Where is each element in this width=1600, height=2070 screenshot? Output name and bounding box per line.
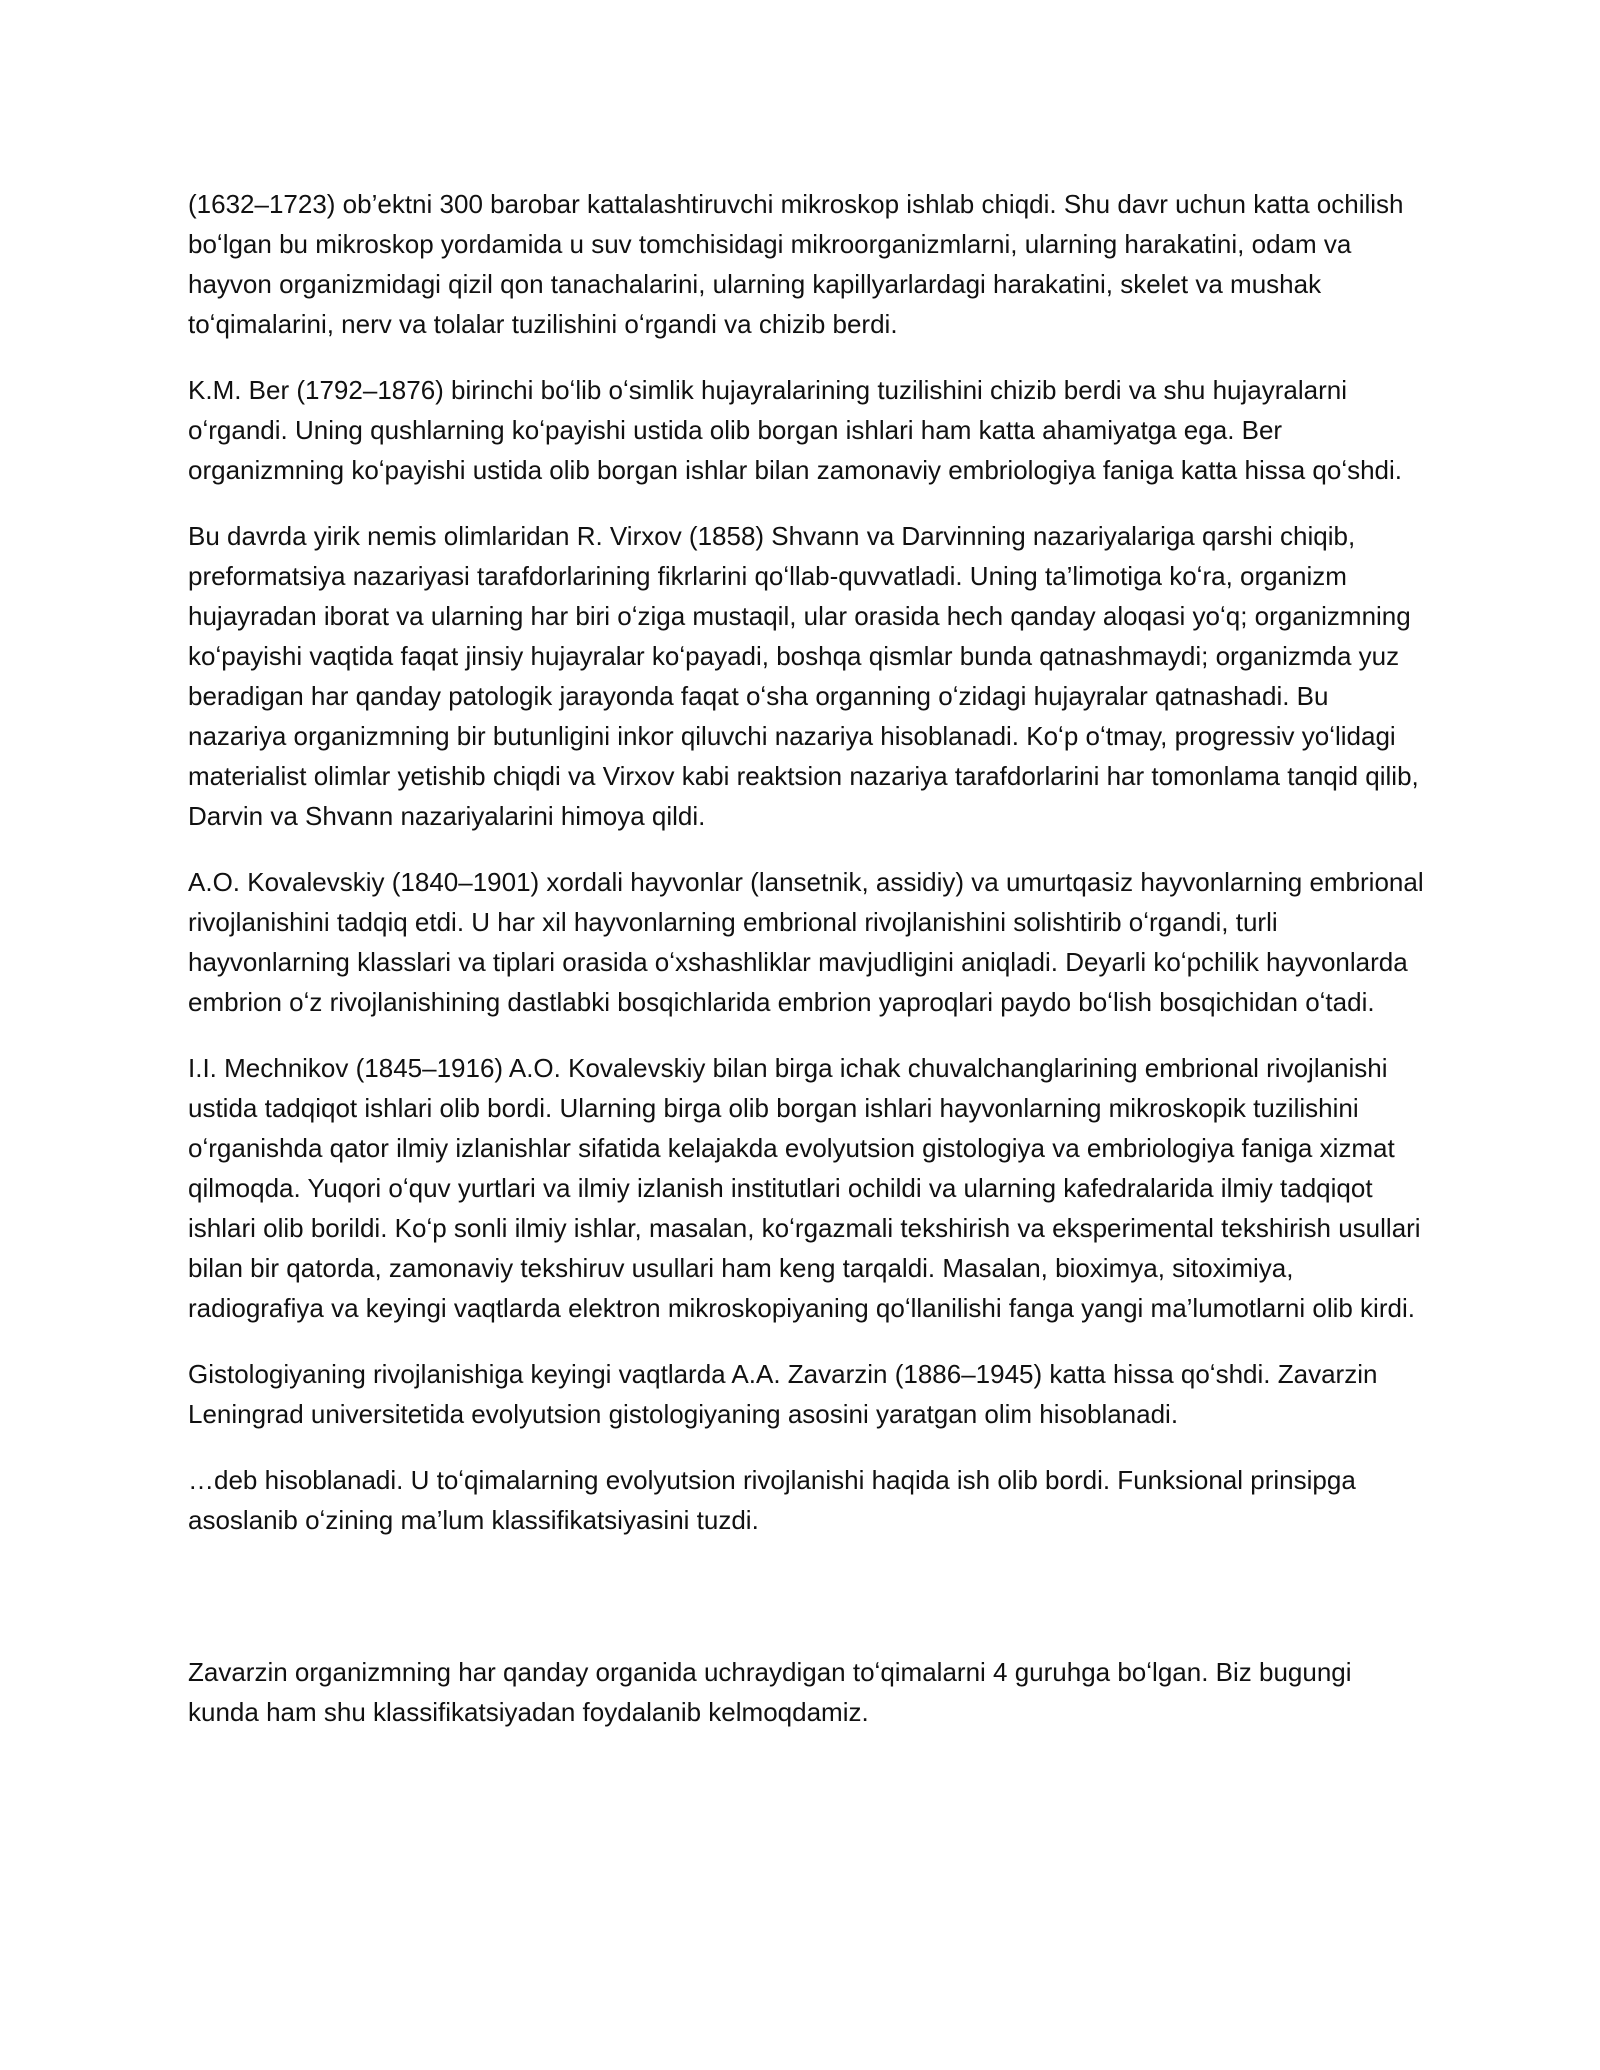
paragraph-kovalevsky: A.O. Kovalevskiy (1840–1901) xordali hayvonlar (lansetnik, assidiy) va umurtqasiz hayvonlarning embrional rivojlanishini tadqiq etdi. U har xil hayvonlarning embrional rivojlanishini solishtirib oʻrgandi, turli hayvonlarning klasslari va tiplari orasida oʻxshashliklar mavjudligini aniqladi. Deyarli koʻpchilik hayvonlarda embrion oʻz rivojlanishining dastlabki bosqichlarida embrion yaproqlari paydo boʻlish bosqichidan oʻtadi. <box>188 867 1424 1017</box>
paragraph-leeuwenhoek-microscope: (1632–1723) ob’ektni 300 barobar kattalashtiruvchi mikroskop ishlab chiqdi. Shu davr uchun katta ochilish boʻlgan bu mikroskop yordamida u suv tomchisidagi mikroorganizmlarni, ularning harakatini, odam va hayvon organizmidagi qizil qon tanachalarini, ularning kapillyarlardagi harakatini, skelet va mushak toʻqimalarini, nerv va tolalar tuzilishini oʻrgandi va chizib berdi. <box>188 189 1404 339</box>
paragraph-ber: K.M. Ber (1792–1876) birinchi boʻlib oʻsimlik hujayralarining tuzilishini chizib berdi va shu hujayralarni oʻrgandi. Uning qushlarning koʻpayishi ustida olib borgan ishlari ham katta ahamiyatga ega. Ber organizmning koʻpayishi ustida olib borgan ishlar bilan zamonaviy embriologiya faniga katta hissa qoʻshdi. <box>188 375 1403 485</box>
paragraph-zavarzin: Gistologiyaning rivojlanishiga keyingi vaqtlarda A.A. Zavarzin (1886–1945) katta hissa qoʻshdi. Zavarzin Leningrad universitetida evolyutsion gistologiyaning asosini yaratgan olim hisoblanadi. <box>188 1359 1378 1429</box>
paragraph-four-groups: Zavarzin organizmning har qanday organida uchraydigan toʻqimalarni 4 guruhga boʻlgan. Biz bugungi kunda ham shu klassifikatsiyadan foydalanib kelmoqdamiz. <box>188 1657 1352 1727</box>
blank-space <box>188 1566 1428 1652</box>
paragraph-classification: …deb hisoblanadi. U toʻqimalarning evolyutsion rivojlanishi haqida ish olib bordi. Funksional prinsipga asoslanib oʻzining ma’lum klassifikatsiyasini tuzdi. <box>188 1465 1356 1535</box>
paragraph-mechnikov: I.I. Mechnikov (1845–1916) A.O. Kovalevskiy bilan birga ichak chuvalchanglarining embrional rivojlanishi ustida tadqiqot ishlari olib bordi. Ularning birga olib borgan ishlari hayvonlarning mikroskopik tuzilishini oʻrganishda qator ilmiy izlanishlar sifatida kelajakda evolyutsion gistologiya va embriologiya faniga xizmat qilmoqda. Yuqori oʻquv yurtlari va ilmiy izlanish institutlari ochildi va ularning kafedralarida ilmiy tadqiqot ishlari olib borildi. Koʻp sonli ilmiy ishlar, masalan, koʻrgazmali tekshirish va eksperimental tekshirish usullari bilan bir qatorda, zamonaviy tekshiruv usullari ham keng tarqaldi. Masalan, bioximya, sitoximiya, radiografiya va keyingi vaqtlarda elektron mikroskopiyaning qoʻllanilishi fanga yangi ma’lumotlarni olib kirdi. <box>188 1053 1421 1323</box>
document-body <box>188 184 1428 1758</box>
paragraph-virchow: Bu davrda yirik nemis olimlaridan R. Virxov (1858) Shvann va Darvinning nazariyalariga qarshi chiqib, preformatsiya nazariyasi tarafdorlarining fikrlarini qoʻllab-quvvatladi. Uning ta’limotiga koʻra, organizm hujayradan iborat va ularning har biri oʻziga mustaqil, ular orasida hech qanday aloqasi yoʻq; organizmning koʻpayishi vaqtida faqat jinsiy hujayralar koʻpayadi, boshqa qismlar bunda qatnashmaydi; organizmda yuz beradigan har qanday patologik jarayonda faqat oʻsha organning oʻzidagi hujayralar qatnashadi. Bu nazariya organizmning bir butunligini inkor qiluvchi nazariya hisoblanadi. Koʻp oʻtmay, progressiv yoʻlidagi materialist olimlar yetishib chiqdi va Virxov kabi reaktsion nazariya tarafdorlarini har tomonlama tanqid qilib, Darvin va Shvann nazariyalarini himoya qildi. <box>188 521 1419 831</box>
